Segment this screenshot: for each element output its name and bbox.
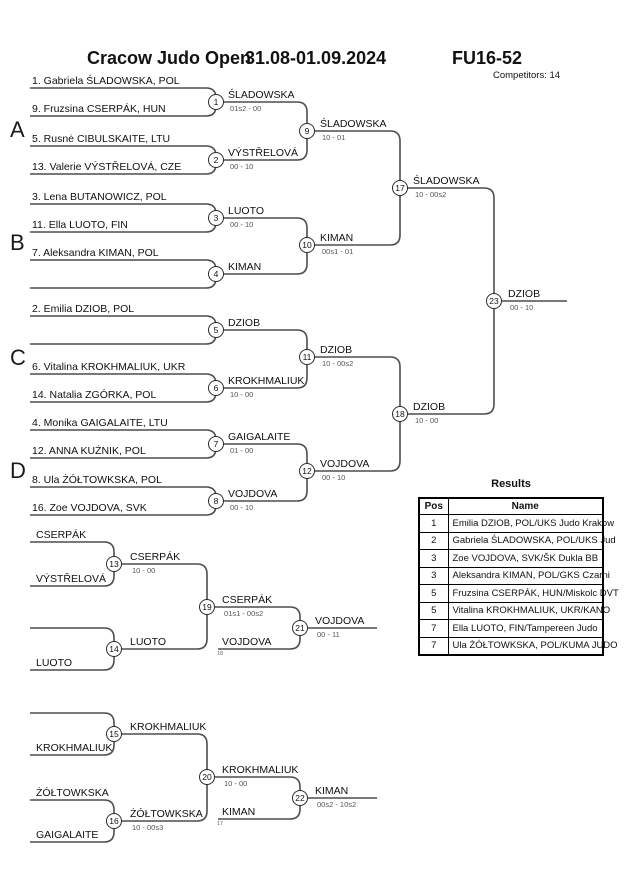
rep1-input-4: LUOTO	[36, 657, 72, 669]
player-slot-7: 7. Aleksandra KIMAN, POL	[32, 247, 159, 259]
result-name	[448, 637, 618, 655]
line	[307, 357, 400, 414]
match-4-number: 4	[208, 266, 224, 282]
match-18-winner: DZIOB	[413, 401, 446, 413]
result-name-text: Zoe VOJDOVA, SVK/ŠK Dukla BB	[452, 552, 599, 564]
match-18-number: 18	[392, 406, 408, 422]
result-name	[448, 602, 611, 620]
results-title: Results	[491, 478, 531, 490]
match-11-score: 10 - 00s2	[322, 359, 354, 368]
match-10-number: 10	[299, 237, 315, 253]
line	[400, 301, 494, 414]
result-name	[448, 585, 619, 603]
rep1-input-2: VÝSTŘELOVÁ	[36, 573, 107, 585]
line	[30, 330, 216, 344]
table-row	[419, 585, 603, 603]
match-13-winner: CSERPÁK	[130, 551, 181, 563]
table-row	[419, 532, 603, 550]
match-12-number: 12	[299, 463, 315, 479]
match-17-score: 10 - 00s2	[415, 190, 447, 199]
player-slot-11: 6. Vitalina KROKHMALIUK, UKR	[32, 361, 186, 373]
match-22-number: 22	[292, 790, 308, 806]
match-2-winner: VÝSTŘELOVÁ	[228, 147, 299, 159]
player-slot-1: 1. Gabriela ŚLADOWSKA, POL	[32, 75, 180, 87]
result-pos: 5	[419, 602, 448, 620]
rep2-input-4: GAIGALAITE	[36, 829, 99, 841]
match-4-winner: KIMAN	[228, 261, 262, 273]
match-14-number: 14	[106, 641, 122, 657]
player-slot-15: 8. Ula ŻÓŁTOWKSKA, POL	[32, 474, 162, 486]
match-16-number: 16	[106, 813, 122, 829]
match-14-winner: LUOTO	[130, 636, 166, 648]
match-8-number: 8	[208, 493, 224, 509]
line	[30, 88, 216, 102]
match-9-score: 10 - 01	[322, 133, 346, 142]
match-23-winner: DZIOB	[508, 288, 541, 300]
event-dates: 31.08-01.09.2024	[245, 48, 387, 68]
table-row	[419, 637, 603, 655]
match-13-number: 13	[106, 556, 122, 572]
match-7-number: 7	[208, 436, 224, 452]
match-7-winner: GAIGALAITE	[228, 431, 291, 443]
match-1-number: 1	[208, 94, 224, 110]
match-15-number: 15	[106, 726, 122, 742]
line	[30, 274, 216, 288]
match-6-winner: KROKHMALIUK	[228, 375, 305, 387]
pool-label-b: B	[10, 230, 25, 255]
match-21-score: 00 - 11	[317, 630, 340, 639]
rep2-input-3: ŻÓŁTOWKSKA	[36, 787, 109, 799]
match-13-score: 10 - 00	[132, 566, 156, 575]
line	[207, 777, 300, 798]
match-10-score: 00s1 - 01	[322, 247, 354, 256]
result-name	[448, 550, 603, 568]
match-6-score: 10 - 00	[230, 390, 254, 399]
match-3-winner: LUOTO	[228, 205, 264, 217]
player-slot-14: 12. ANNA KUŹNIK, POL	[32, 445, 146, 457]
line	[30, 713, 114, 734]
match-11-winner: DZIOB	[320, 344, 353, 356]
match-19-winner: CSERPÁK	[222, 594, 273, 606]
match-1-score: 01s2 - 00	[230, 104, 262, 113]
line	[30, 628, 114, 649]
match-19-number: 19	[199, 599, 215, 615]
match-8-score: 00 - 10	[230, 503, 254, 512]
line	[30, 542, 114, 564]
player-slot-9: 2. Emilia DZIOB, POL	[32, 303, 135, 315]
line	[30, 260, 216, 274]
player-slot-6: 11. Ella LUOTO, FIN	[32, 219, 128, 231]
match-9-winner: ŚLADOWSKA	[320, 118, 387, 130]
match-20-score: 10 - 00	[224, 779, 248, 788]
table-row	[419, 550, 603, 568]
rep1-input-1: CSERPÁK	[36, 529, 87, 541]
match-3-number: 3	[208, 210, 224, 226]
match-12-score: 00 - 10	[322, 473, 346, 482]
line	[114, 564, 207, 607]
match-5-number: 5	[208, 322, 224, 338]
result-name	[448, 515, 615, 533]
match-1-winner: ŚLADOWSKA	[228, 89, 295, 101]
pool-label-a: A	[10, 117, 25, 142]
player-slot-2: 9. Fruzsina CSERPÁK, HUN	[32, 103, 166, 115]
result-name	[448, 620, 603, 638]
match-11-number: 11	[299, 349, 315, 365]
match-23-number: 23	[486, 293, 502, 309]
weight-category: FU16-52	[452, 48, 523, 68]
competitors-count: Competitors: 14	[493, 70, 561, 81]
rep2-input-2: KROKHMALIUK	[36, 742, 113, 754]
match-3-score: 00 - 10	[230, 220, 254, 229]
match-22-winner: KIMAN	[315, 785, 349, 797]
match-12-winner: VOJDOVA	[320, 458, 370, 470]
player-slot-12: 14. Natalia ZGÓRKA, POL	[32, 389, 157, 401]
result-name	[448, 567, 610, 585]
match-21-winner: VOJDOVA	[315, 615, 365, 627]
pool-label-d: D	[10, 458, 26, 483]
result-name-text: Emilia DZIOB, POL/UKS Judo Krakow	[452, 517, 615, 529]
result-pos: 3	[419, 550, 448, 568]
match-22-input: KIMAN	[222, 806, 256, 818]
line	[30, 204, 216, 218]
line	[30, 487, 216, 501]
result-name	[448, 532, 616, 550]
match-19-score: 01s1 - 00s2	[224, 609, 264, 618]
result-name-text: Vitalina KROKHMALIUK, UKR/KANO	[452, 605, 611, 617]
match-15-winner: KROKHMALIUK	[130, 721, 207, 733]
line	[400, 188, 494, 301]
results-col-name: Name	[448, 498, 603, 515]
table-row	[419, 620, 603, 638]
result-name-text: Gabriela ŚLADOWSKA, POL/UKS Jud	[452, 535, 616, 547]
result-name-text: Ula ŻÓŁTOWKSKA, POL/KUMA JUDO	[452, 640, 618, 652]
match-21-source-ref: 18	[217, 651, 224, 657]
match-6-number: 6	[208, 380, 224, 396]
match-8-winner: VOJDOVA	[228, 488, 278, 500]
match-7-score: 01 - 00	[230, 446, 254, 455]
result-pos: 7	[419, 620, 448, 638]
results-col-pos: Pos	[419, 498, 448, 515]
player-slot-5: 3. Lena BUTANOWICZ, POL	[32, 191, 167, 203]
results-table	[418, 497, 619, 656]
result-name-text: Fruzsina CSERPÁK, HUN/Miskolc DVT	[452, 587, 619, 599]
player-slot-16: 16. Zoe VOJDOVA, SVK	[32, 502, 147, 514]
match-22-score: 00s2 - 10s2	[317, 800, 357, 809]
match-18-score: 10 - 00	[415, 416, 439, 425]
line	[216, 330, 307, 357]
player-slot-4: 13. Valerie VÝSTŘELOVÁ, CZE	[32, 161, 182, 173]
player-slot-13: 4. Monika GAIGALAITE, LTU	[32, 417, 168, 429]
match-21-number: 21	[292, 620, 308, 636]
match-17-number: 17	[392, 180, 408, 196]
table-row	[419, 602, 603, 620]
line	[30, 374, 216, 388]
pool-label-c: C	[10, 345, 26, 370]
page-title: Cracow Judo Open	[87, 48, 252, 68]
match-5-winner: DZIOB	[228, 317, 261, 329]
result-name-text: Ella LUOTO, FIN/Tampereen Judo	[452, 622, 598, 634]
result-pos: 7	[419, 637, 448, 655]
match-17-winner: ŚLADOWSKA	[413, 175, 480, 187]
line	[30, 430, 216, 444]
result-pos: 1	[419, 515, 448, 533]
match-23-score: 00 - 10	[510, 303, 534, 312]
match-20-winner: KROKHMALIUK	[222, 764, 299, 776]
match-16-winner: ŻÓŁTOWKSKA	[130, 808, 203, 820]
results-header-row	[419, 498, 603, 515]
table-row	[419, 567, 603, 585]
match-10-winner: KIMAN	[320, 232, 354, 244]
match-22-source-ref: 17	[217, 821, 224, 827]
match-21-input: VOJDOVA	[222, 636, 272, 648]
player-slot-3: 5. Rusnė CIBULSKAITE, LTU	[32, 133, 171, 145]
match-9-number: 9	[299, 123, 315, 139]
match-2-number: 2	[208, 152, 224, 168]
match-16-score: 10 - 00s3	[132, 823, 164, 832]
match-20-number: 20	[199, 769, 215, 785]
line	[30, 800, 114, 821]
table-row	[419, 515, 603, 533]
line	[307, 131, 400, 188]
line	[30, 316, 216, 330]
result-pos: 3	[419, 567, 448, 585]
line	[114, 734, 207, 777]
line	[30, 146, 216, 160]
result-name-text: Aleksandra KIMAN, POL/GKS Czarni	[452, 570, 610, 582]
match-2-score: 00 - 10	[230, 162, 254, 171]
result-pos: 5	[419, 585, 448, 603]
result-pos: 2	[419, 532, 448, 550]
